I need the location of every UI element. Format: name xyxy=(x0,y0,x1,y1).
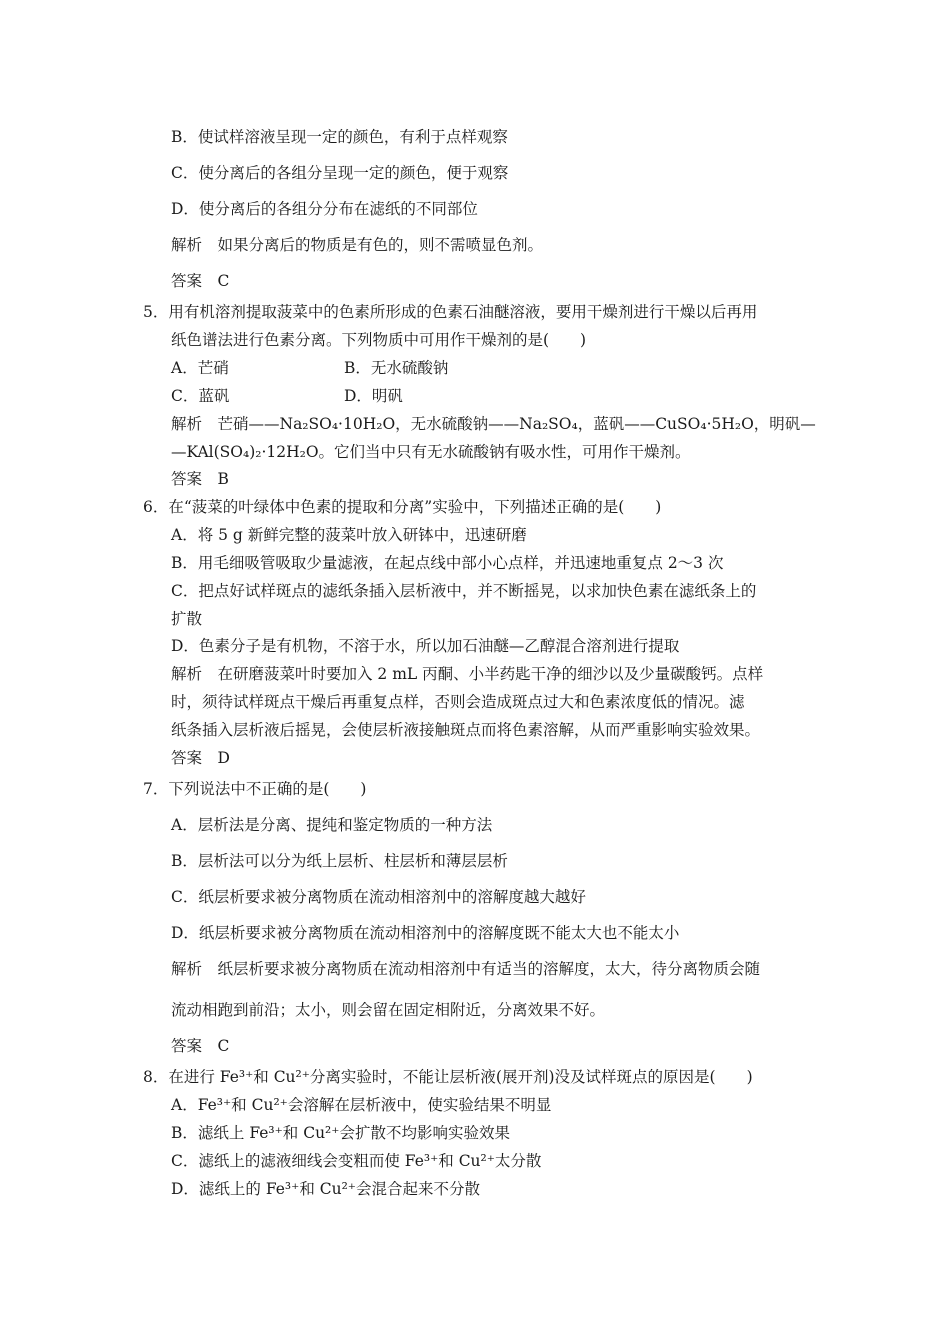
q4-option-c: C．使分离后的各组分呈现一定的颜色，便于观察 xyxy=(171,164,509,182)
q6-option-b: B．用毛细吸管吸取少量滤液，在起点线中部小心点样，并迅速地重复点 2～3 次 xyxy=(171,554,724,572)
q5-answer: 答案 B xyxy=(171,470,229,488)
q4-analysis: 解析 如果分离后的物质是有色的，则不需喷显色剂。 xyxy=(171,236,544,254)
q8-option-d: D．滤纸上的 Fe³⁺和 Cu²⁺会混合起来不分散 xyxy=(171,1180,480,1198)
q5-option-d: D．明矾 xyxy=(344,387,403,405)
q6-analysis-line3: 纸条插入层析液后摇晃，会使层析液接触斑点而将色素溶解，从而严重影响实验效果。 xyxy=(171,721,761,739)
q7-option-d: D．纸层析要求被分离物质在流动相溶剂中的溶解度既不能太大也不能太小 xyxy=(171,924,680,942)
q6-analysis-line2: 时，须待试样斑点干燥后再重复点样，否则会造成斑点过大和色素浓度低的情况。滤 xyxy=(171,693,745,711)
q6-option-d: D．色素分子是有机物，不溶于水，所以加石油醚—乙醇混合溶剂进行提取 xyxy=(171,637,680,655)
q7-answer: 答案 C xyxy=(171,1037,230,1055)
q6-answer: 答案 D xyxy=(171,749,230,767)
q5-analysis-line1: 解析 芒硝——Na₂SO₄·10H₂O，无水硫酸钠——Na₂SO₄，蓝矾——CuSO₄·5H₂O，明矾— xyxy=(171,415,816,433)
q6-option-a: A．将 5 g 新鲜完整的菠菜叶放入研钵中，迅速研磨 xyxy=(171,526,527,544)
q8-option-b: B．滤纸上 Fe³⁺和 Cu²⁺会扩散不均影响实验效果 xyxy=(171,1124,510,1142)
q5-analysis-line2: —KAl(SO₄)₂·12H₂O。它们当中只有无水硫酸钠有吸水性，可用作干燥剂。 xyxy=(171,443,691,461)
q6-option-c-line1: C．把点好试样斑点的滤纸条插入层析液中，并不断摇晃，以求加快色素在滤纸条上的 xyxy=(171,582,757,600)
q5-option-c: C．蓝矾 xyxy=(171,387,230,405)
q4-option-d: D．使分离后的各组分分布在滤纸的不同部位 xyxy=(171,200,478,218)
q4-answer: 答案 C xyxy=(171,272,230,290)
q4-option-b: B．使试样溶液呈现一定的颜色，有利于点样观察 xyxy=(171,128,508,146)
q5-option-b: B．无水硫酸钠 xyxy=(344,359,449,377)
q7-option-a: A．层析法是分离、提纯和鉴定物质的一种方法 xyxy=(171,816,493,834)
q5-option-a: A．芒硝 xyxy=(171,359,229,377)
q6-stem: 6．在“菠菜的叶绿体中色素的提取和分离”实验中，下列描述正确的是( ) xyxy=(143,498,662,516)
q7-stem: 7．下列说法中不正确的是( ) xyxy=(143,780,367,798)
q5-stem-line1: 5．用有机溶剂提取菠菜中的色素所形成的色素石油醚溶液，要用干燥剂进行干燥以后再用 xyxy=(143,303,758,321)
q7-option-b: B．层析法可以分为纸上层析、柱层析和薄层层析 xyxy=(171,852,508,870)
q8-option-a: A．Fe³⁺和 Cu²⁺会溶解在层析液中，使实验结果不明显 xyxy=(171,1096,552,1114)
q7-analysis-line1: 解析 纸层析要求被分离物质在流动相溶剂中有适当的溶解度，太大，待分离物质会随 xyxy=(171,960,761,978)
q8-stem: 8．在进行 Fe³⁺和 Cu²⁺分离实验时，不能让层析液(展开剂)没及试样斑点的原因是( ) xyxy=(143,1068,753,1086)
q5-stem-line2: 纸色谱法进行色素分离。下列物质中可用作干燥剂的是( ) xyxy=(171,331,587,349)
q7-option-c: C．纸层析要求被分离物质在流动相溶剂中的溶解度越大越好 xyxy=(171,888,586,906)
q6-option-c-line2: 扩散 xyxy=(171,610,203,628)
q8-option-c: C．滤纸上的滤液细线会变粗而使 Fe³⁺和 Cu²⁺太分散 xyxy=(171,1152,542,1170)
q7-analysis-line2: 流动相跑到前沿；太小，则会留在固定相附近，分离效果不好。 xyxy=(171,1001,606,1019)
q6-analysis-line1: 解析 在研磨菠菜叶时要加入 2 mL 丙酮、小半药匙干净的细沙以及少量碳酸钙。点样 xyxy=(171,665,764,683)
